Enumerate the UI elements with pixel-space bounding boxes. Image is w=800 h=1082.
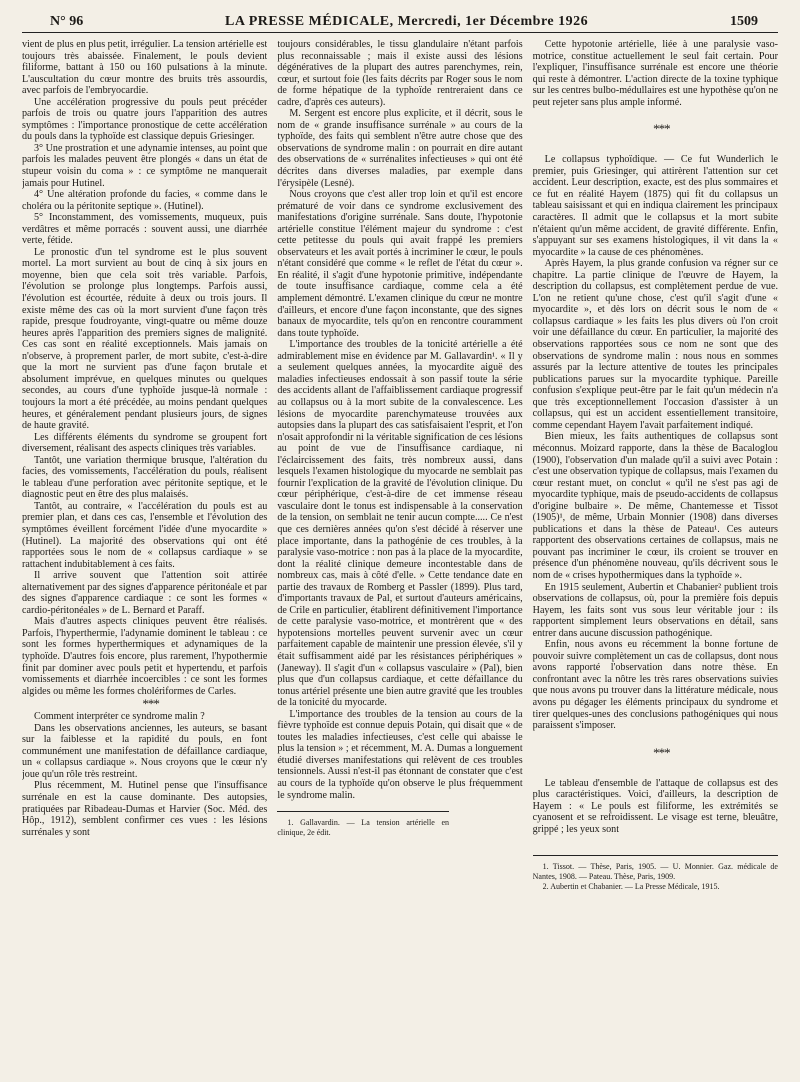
footnotes — [533, 855, 778, 892]
footnote: 1. Gallavardin. — La tension artérielle en clinique, 2e édit. — [277, 818, 450, 838]
paragraph: Cette hypotonie artérielle, liée à une paralysie vaso-motrice, constitue actuellement le seul fait certain. Pour l'expliquer, l'insuffisance surrénale est encore une théorie qui reste à démontrer. L'action directe de la toxine typhique sur les centres bulbo-médullaires est une hypothèse qu'on ne peut rejeter sans plus ample informé. — [532, 39, 778, 108]
paragraph: 4° Une altération profonde du facies, « comme dans le choléra ou la péritonite septique ». (Hutinel). — [22, 189, 268, 212]
paragraph: Il arrive souvent que l'attention soit attirée alternativement par des signes d'apparence péritonéale et par des signes d'apparence cardiaque : ce sont les formes « cardio-péritonéales » de L. Bernard et Paraff. — [22, 570, 268, 616]
paragraph: Dans les observations anciennes, les auteurs, se basant sur la faiblesse et la rapidité du pouls, en font communément une manifestation de défaillance cardiaque, un « collapsus cardiaque ». Nous croyons que le cœur n'y joue qu'un rôle très restreint. — [22, 722, 268, 780]
running-header — [22, 14, 778, 33]
footnotes — [277, 811, 449, 838]
paragraph: 3° Une prostration et une adynamie intenses, au point que parfois les malades peuvent être plongés « dans un état de stupeur voisin du coma » : ce symptôme ne manquerait jamais pour Hutinel. — [22, 142, 268, 189]
paragraph: Le collapsus typhoïdique. — Ce fut Wunderlich le premier, puis Griesinger, qui attirèrent l'attention sur cet accident. Leur description, exacte, est des plus sommaires et ce fut en réalité Hayem (1875) qui fit du collapsus un tableau saisissant et qui en indiqua clairement les principaux caractères. Il admit que le collapsus et la mort subite n'étaient qu'un même accident, de gravité différente. Enfin, s'appuyant sur ses examens histologiques, il vit dans la « myocardite » la cause de ces phénomènes. — [532, 154, 778, 258]
issue-number: N° 96 — [50, 14, 84, 29]
paragraph: Tantôt, au contraire, « l'accélération du pouls est au premier plan, et dans ces cas, l'ensemble et l'évolution des symptômes éveillent forcément l'idée d'une myocardite » (Hutinel). La majorité des observations qui ont été rapportées sous le nom de « collapsus cardiaque » se rattachent indubitablement à ces faits. — [22, 500, 268, 570]
paragraph: M. Sergent est encore plus explicite, et il décrit, sous le nom de « grande insuffisance surrénale » au cours de la typhoïde, des faits qui semblent n'être autre chose que des observations de syndrome malin : on pourrait en dire autant des observations de « surrénalites infectieuses » qui ont été décrites dans diverses maladies, par exemple dans l'érysipèle (Lesné). — [277, 108, 523, 189]
paragraph: Bien mieux, les faits authentiques de collapsus sont méconnus. Moizard rapporte, dans la thèse de Bacaloglou (1900), l'observation d'un malade qu'il a suivi avec Potain : c'est une observation typique de collapsus, mais l'examen du cœur restant muet, on conclut « qu'il ne s'est pas agi de myocardite typhique, mais de pseudo-accidents de collapsus d'origine bulbaire ». De même, Chantemesse et Tissot (1905)¹, de même, Urbain Monnier (1908) dans diverses publications et dans la thèse de Pateau¹. Ces auteurs rapportent des observations certaines de collapsus, mais ne pouvant pas incriminer le cœur, ils croient se trouver en présence d'un phénomène nouveau, qu'ils décrivent sous le nom de « crises hypothermiques dans la typhoïde ». — [532, 431, 778, 581]
paragraph: L'importance des troubles de la tension au cours de la fièvre typhoïde est connue depuis Potain, qui disait que « de toutes les maladies infectieuses, c'est celle qui abaisse le plus la tension » ; et récemment, M. A. Dumas a longuement étudié diverses manifestations qui relèvent de ces troubles tensionnels. Aussi n'est-il pas étonnant de constater que c'est au cours de la typhoïde qu'on observe le plus fréquemment le syndrome malin. — [277, 708, 523, 801]
paragraph: Mais d'autres aspects cliniques peuvent être réalisés. Parfois, l'hyperthermie, l'adynamie dominent le tableau : ce sont les formes hyperthermiques et adynamiques de la typhoïde. D'autres fois encore, plus rarement, l'hypothermie finit par dominer avec pouls petit et hypertendu, et parfois vomissements et diarrhée incoercibles : ce sont les formes algides ou même les formes cholériformes de Carles. — [22, 616, 268, 697]
journal-title: LA PRESSE MÉDICALE, Mercredi, 1er Décembre 1926 — [225, 14, 589, 29]
paragraph: Une accélération progressive du pouls peut précéder parfois de trois ou quatre jours l'apparition des autres symptômes : l'importance pronostique de cette accélération du pouls dans la typhoïde est classique depuis Griesinger. — [22, 96, 268, 143]
column-3 — [533, 39, 778, 1051]
paragraph: L'importance des troubles de la tonicité artérielle a été admirablement mise en évidence par M. Gallavardin¹. « Il y a seulement quelques années, la myocardite aiguë des maladies infectieuses endossait à son passif toute la série des accidents allant de l'affaiblissement cardiaque progressif au collapsus ou à la mort subite de la convalescence. Les lésions de myocardite parenchymateuse trouvées aux autopsies dans la plupart des cas satisfaisaient l'esprit, et l'on n'osait approfondir ni la véritable signification de ces lésions au point de vue de l'insuffisance cardiaque, ni l'éclaircissement des faits, très nombreux aussi, dans lesquels l'examen histologique du myocarde ne semblait pas fournir l'explication de la gravité de l'évolution clinique. Du cœur périphérique, c'est-à-dire de cet immense réseau vasculaire dont le tonus est indispensable à la conservation de la tension, on semblait ne tenir aucun compte..... Ce n'est que ces dernières années qu'on s'est décidé à réserver une place importante, dans la pathogénie de ces troubles, à la paralysie vaso-motrice : non pas à la place de la myocardite, dont la réalité clinique demeure incontestable dans de nombreux cas, mais à côté d'elle. » Cette tendance date en partie des travaux de Romberg et Passler (1899). Plus tard, d'importants travaux de Pal, et surtout d'auteurs américains, de Crile en particulier, établirent définitivement l'importance de cette paralysie vaso-motrice, et montrèrent que « des hypotensions mortelles peuvent survenir avec un cœur parfaitement capable de maintenir une pression élevée, s'il y était suffisamment aidé par les résistances périphériques » (Janeway). Il s'agit d'un « collapsus vasculaire » (Pal), bien plus que d'un collapsus cardiaque, et cette défaillance du tonus artériel présente une bien autre gravité que les troubles de la tonicité du myocarde. — [277, 339, 523, 709]
column-1 — [22, 39, 267, 1051]
footnote: 1. Tissot. — Thèse, Paris, 1905. — U. Monnier. Gaz. médicale de Nantes, 1908. — Pateau. Thèse, Paris, 1909. — [532, 862, 778, 882]
paragraph: Tantôt, une variation thermique brusque, l'altération du facies, des vomissements, l'accélération du pouls, réalisent le tableau d'une perforation avec péritonite septique, et le diagnostic peut en être des plus malaisés. — [22, 454, 268, 501]
paragraph: En 1915 seulement, Aubertin et Chabanier² publient trois observations de collapsus, où, pour la première fois depuis Hayem, les faits sont vus sous leur véritable jour : ils rapportent simplement leurs observations en détail, sans entrer dans aucune discussion pathogénique. — [532, 581, 778, 639]
paragraph: Le pronostic d'un tel syndrome est le plus souvent mortel. La mort survient au bout de cinq à six jours en moyenne, bien que cela soit très variable. Parfois, l'évolution se prolonge plus longtemps. Parfois aussi, l'évolution est écourtée, réduite à deux ou trois jours. Il existe même des cas où la mort survient d'une façon très rapide, presque foudroyante, vingt-quatre ou même douze heures après l'apparition des premiers signes de malignité. Ces cas sont en réalité exceptionnels. Mais jamais on n'observe, à proprement parler, de mort subite, c'est-à-dire que la mort ne survient pas d'une façon brutale et absolument imprévue, en quelques minutes ou quelques secondes, au cours d'une typhoïde jusque-là normale : toujours la mort a été précédée, au moins pendant quelques heures, et généralement pendant plusieurs jours, de signes de haute gravité. — [22, 246, 268, 432]
paragraph: vient de plus en plus petit, irrégulier. La tension artérielle est toujours très abaissée. Finalement, le pouls devient filiforme, battant à 150 ou 160 pulsations à la minute. L'auscultation du cœur montre des bruits très assourdis, avec parfois de l'embryocardie. — [22, 39, 268, 97]
paragraph: Les différents éléments du syndrome se groupent fort diversement, réalisant des aspects cliniques très variables. — [22, 431, 268, 455]
text-columns — [22, 33, 778, 1051]
paragraph: Le tableau d'ensemble de l'attaque de collapsus est des plus caractéristiques. Voici, d'ailleurs, la description de Hayem : « Le pouls est filiforme, les extrémités se cyanosent et se refroidissent. Le visage est terne, bleuâtre, grippé ; les yeux sont — [532, 777, 778, 835]
paragraph: 5° Inconstamment, des vomissements, muqueux, puis verdâtres et même porracés : souvent aussi, une diarrhée verte, fétide. — [22, 212, 268, 247]
column-2 — [277, 39, 522, 1051]
paragraph: Enfin, nous avons eu récemment la bonne fortune de pouvoir suivre complètement un cas de collapsus, dont nous avons rapporté l'observation dans notre thèse. En confrontant avec la nôtre les très rares observations suivies que nous avons pu trouver dans la littérature médicale, nous avons pu dégager les éléments principaux du syndrome et tirer quelques-unes des conclusions pathogéniques qui nous paraissent s'imposer. — [532, 639, 778, 732]
paragraph: Plus récemment, M. Hutinel pense que l'insuffisance surrénale en est la cause dominante. Des autopsies, pratiquées par Ribadeau-Dumas et Harvier (Soc. Méd. des Hôp., 1912), semblent confirmer ces vues : les lésions surrénales y sont — [22, 780, 268, 838]
section-separator: *** — [653, 121, 670, 137]
paragraph: Comment interpréter ce syndrome malin ? — [34, 711, 205, 723]
paragraph: Nous croyons que c'est aller trop loin et qu'il est encore prématuré de voir dans ce syndrome exclusivement des manifestations d'origine surrénale. Sans doute, l'hypotonie artérielle constitue l'élément majeur du syndrome : c'est cette petitesse du pouls qui avait frappé les premiers observateurs et les avait portés à incriminer le cœur, le pouls n'étant considéré que comme « le reflet de l'état du cœur ». En réalité, il s'agit d'une hypotonie primitive, indépendante de toute insuffisance cardiaque, comme cela a été amplement démontré. L'examen clinique du cœur ne montre d'ailleurs, et encore d'une façon inconstante, que des signes banaux de myocardite, tels qu'on en rencontre couramment dans toute typhoïde. — [277, 189, 523, 339]
page-number: 1509 — [729, 14, 758, 29]
paragraph: toujours considérables, le tissu glandulaire n'étant parfois plus reconnaissable ; mais il existe aussi des lésions dégénératives de la plupart des autres parenchymes, rein, cœur, et surtout foie (les faits décrits par Roger sous le nom de forme hépatique de la typhoïde rentreraient dans ce cadre, d'après ces auteurs). — [277, 39, 523, 108]
section-separator: *** — [142, 696, 159, 712]
paragraph: Après Hayem, la plus grande confusion va régner sur ce chapitre. La partie clinique de l'œuvre de Hayem, la description du collapsus, est complètement perdue de vue. L'on ne retient qu'une chose, c'est qu'il s'agit d'une « myocardite », et dès lors on décrit sous le nom de « collapsus cardiaque » les faits les plus divers où l'on croit voir une défaillance du cœur. En particulier, la majorité des observations rapportées sous ce nom ne sont que des observations de syndrome malin : nous nous en sommes assurés par la lecture attentive de toutes les principales publications parues sur la myocardite typhique. Pareille confusion s'explique peut-être par le fait qu'un médecin n'a que très exceptionnellement l'occasion d'assister à un collapsus, qui est un accident essentiellement transitoire, comme cependant Hayem l'avait parfaitement indiqué. — [532, 258, 778, 431]
footnote: 2. Aubertin et Chabanier. — La Presse Médicale, 1915. — [542, 882, 720, 892]
section-separator: *** — [653, 744, 670, 760]
